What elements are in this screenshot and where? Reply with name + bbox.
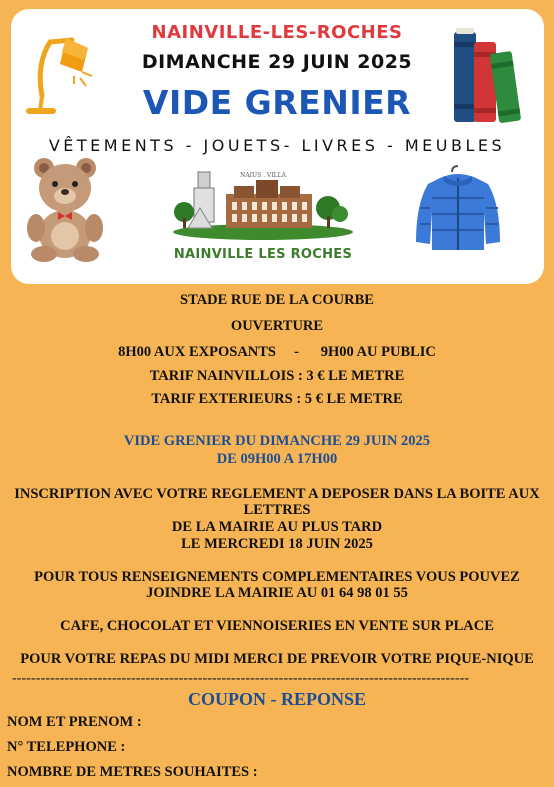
event-schedule-line1: VIDE GRENIER DU DIMANCHE 29 JUIN 2025 bbox=[123, 433, 431, 449]
event-title: VIDE GRENIER bbox=[142, 83, 412, 122]
teddy-bear-icon bbox=[26, 156, 108, 262]
town-name: NAINVILLE-LES-ROCHES bbox=[151, 22, 403, 43]
lunch-notice: POUR VOTRE REPAS DU MIDI MERCI DE PREVOIR VOTRE PIQUE-NIQUE bbox=[20, 651, 534, 667]
name-field-label: NOM ET PRENOM : bbox=[7, 714, 142, 730]
coupon-title: COUPON - REPONSE bbox=[187, 689, 366, 709]
books-icon bbox=[450, 24, 524, 124]
contact-line2: JOINDRE LA MAIRIE AU 01 64 98 01 55 bbox=[146, 585, 408, 601]
meters-field-label: NOMBRE DE METRES SOUHAITES : bbox=[7, 764, 258, 780]
venue: STADE RUE DE LA COURBE bbox=[180, 292, 374, 308]
event-date: DIMANCHE 29 JUIN 2025 bbox=[141, 51, 413, 73]
opening-label: OUVERTURE bbox=[230, 318, 324, 334]
tarif-local: TARIF NAINVILLOIS : 3 € LE METRE bbox=[149, 368, 405, 384]
event-schedule-line2: DE 09H00 A 17H00 bbox=[216, 451, 338, 467]
logo-small-text: NAIUS . VILLA bbox=[240, 172, 286, 179]
inscription-line4: LE MERCREDI 18 JUIN 2025 bbox=[181, 536, 373, 552]
desk-lamp-icon bbox=[22, 34, 104, 118]
logo-caption: NAINVILLE LES ROCHES bbox=[173, 247, 353, 262]
inscription-line2: LETTRES bbox=[243, 502, 311, 518]
inscription-line3: DE LA MAIRIE AU PLUS TARD bbox=[171, 519, 383, 535]
tarif-exterieurs: TARIF EXTERIEURS : 5 € LE METRE bbox=[151, 391, 403, 407]
contact-line1: POUR TOUS RENSEIGNEMENTS COMPLEMENTAIRES VOUS POUVEZ bbox=[34, 569, 520, 585]
puffer-jacket-icon bbox=[412, 164, 504, 252]
food-notice: CAFE, CHOCOLAT ET VIENNOISERIES EN VENTE SUR PLACE bbox=[60, 618, 494, 634]
categories: VÊTEMENTS - JOUETS- LIVRES - MEUBLES bbox=[48, 136, 506, 155]
phone-field-label: N° TELEPHONE : bbox=[7, 739, 126, 755]
inscription-line1: INSCRIPTION AVEC VOTRE REGLEMENT A DEPOSER DANS LA BOITE AUX bbox=[14, 486, 540, 502]
opening-hours: 8H00 AUX EXPOSANTS - 9H00 AU PUBLIC bbox=[118, 344, 436, 360]
village-logo-icon bbox=[168, 168, 358, 242]
cut-line-separator: ------------------------------------------------------------------------------------------------ bbox=[12, 671, 470, 686]
